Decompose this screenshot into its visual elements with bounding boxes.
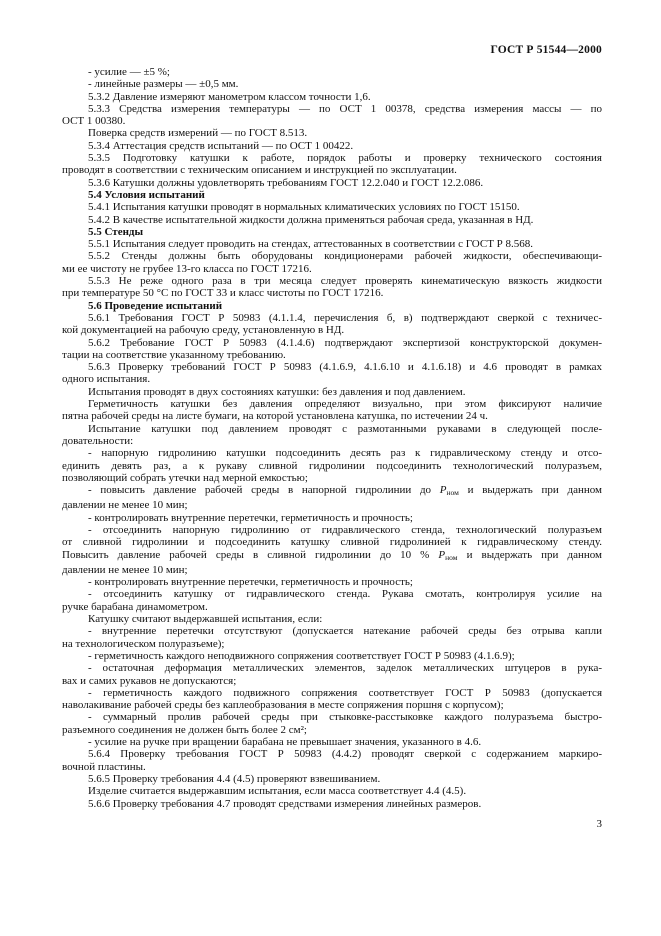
text-line: 5.6.4 Проверку требования ГОСТ Р 50983 (4.4.2) проводят сверкой с содержанием маркиро- — [88, 748, 602, 761]
text-line: тации на соответствие указанному требованию. — [62, 348, 286, 361]
text-line: 5.3.3 Средства измерения температуры — по ОСТ 1 00378, средства измерения массы — по — [88, 102, 602, 115]
text-line: единить девять раз, а к рукаву сливной гидролинии подсоединить технологический полуразъем, — [62, 459, 602, 472]
text-line: Испытания проводят в двух состояниях катушки: без давления и под давлением. — [88, 385, 466, 398]
text-line: - усилие — ±5 %; — [88, 66, 170, 78]
text-line: - внутренние перетечки отсутствуют (допускается натекание рабочей среды без отрыва капли — [88, 625, 602, 638]
text-line: 5.3.6 Катушки должны удовлетворять требованиям ГОСТ 12.2.040 и ГОСТ 12.2.086. — [88, 176, 484, 189]
text-line: наволакивание рабочей среды без каплеобразования в месте сопряжения поршня с корпусом); — [62, 699, 504, 712]
text-line: при температуре 50 °C по ГОСТ 33 и класс чистоты по ГОСТ 17216. — [62, 287, 384, 300]
text-line: на технологическом полуразъеме); — [62, 637, 225, 650]
text-line: 5.3.5 Подготовку катушки к работе, порядок работы и проверку технического состояния — [88, 152, 602, 165]
text-line: давлении не менее 10 мин; — [62, 499, 188, 512]
text-line: 5.4 Условия испытаний — [88, 188, 205, 201]
text-line: 5.5.2 Стенды должны быть оборудованы кондиционерами рабочей жидкости, обеспечивающи- — [88, 250, 602, 263]
text-line: - остаточная деформация металлических элементов, заделок металлических штуцеров в рука- — [88, 662, 602, 675]
text-line: Катушку считают выдержавшей испытания, если: — [88, 613, 323, 626]
text-line: - линейные размеры — ±0,5 мм. — [88, 78, 239, 91]
text-line: пятна рабочей среды на листе бумаги, на которой установлена катушка, по истечении 24 ч. — [62, 410, 488, 423]
text-line: вочной пластины. — [62, 760, 146, 773]
text-line: давлении не менее 10 мин; — [62, 563, 188, 576]
text-line: - усилие на ручке при вращении барабана не превышает значения, указанного в 4.6. — [88, 736, 482, 749]
text-line: Герметичность катушки без давления определяют визуально, при этом фиксируют наличие — [88, 398, 602, 411]
text-line: разъемного соединения не должен быть более 2 см²; — [62, 723, 307, 736]
text-line: ОСТ 1 00380. — [62, 115, 126, 128]
text-line: кой документацией на рабочую среду, установленную в НД. — [62, 324, 345, 337]
text-line: 5.6.3 Проверку требований ГОСТ Р 50983 (4.1.6.9, 4.1.6.10 и 4.1.6.18) и 4.6 проводят в рамках — [88, 361, 602, 374]
pressure-symbol: P — [439, 484, 447, 497]
standard-reference: ГОСТ Р 51544—2000 — [490, 44, 602, 56]
text-line: - напорную гидролинию катушки подсоединить десять раз к гидравлическому стенду и отсо- — [88, 447, 602, 460]
text-line: 5.6.5 Проверку требования 4.4 (4.5) проверяют взвешиванием. — [88, 772, 381, 785]
text-line: 5.5 Стенды — [88, 225, 144, 238]
text-line: 5.6 Проведение испытаний — [88, 299, 223, 312]
text-line: вах и самих рукавов не допускаются; — [62, 674, 237, 687]
text-line: 5.3.2 Давление измеряют манометром классом точности 1,6. — [88, 90, 371, 103]
text-line: Изделие считается выдержавшим испытания, если масса соответствует 4.4 (4.5). — [88, 785, 467, 798]
text-line: 5.6.1 Требования ГОСТ Р 50983 (4.1.1.4, перечисления б, в) подтверждают сверкой с техничес- — [88, 311, 602, 324]
document-body — [62, 66, 602, 810]
text-line: - суммарный пролив рабочей среды при стыковке-расстыковке каждого полуразъема быстро- — [88, 711, 602, 724]
text-line: 5.4.1 Испытания катушки проводят в нормальных климатических условиях по ГОСТ 15150. — [88, 201, 520, 214]
subscript-nom: ном — [445, 552, 458, 562]
text-line: - герметичность каждого подвижного сопряжения соответствует ГОСТ Р 50983 (допускается — [88, 686, 602, 699]
text-line: 5.6.6 Проверку требования 4.7 проводят средствами измерения линейных размеров. — [88, 797, 482, 810]
text-line: Поверка средств измерений — по ГОСТ 8.513. — [88, 127, 308, 140]
text-line: - герметичность каждого неподвижного сопряжения соответствует ГОСТ Р 50983 (4.1.6.9); — [88, 649, 515, 662]
text-line: 5.6.2 Требование ГОСТ Р 50983 (4.1.4.6) подтверждают экспертизой конструкторской докумен- — [88, 336, 602, 349]
text-line: Повысить давление рабочей среды в сливной гидролинии до 10 % $P_{ном}$ и выдержать при данном — [62, 548, 602, 562]
text-line: ручке барабана динамометром. — [62, 600, 208, 613]
text-line: Испытание катушки под давлением проводят с размотанными рукавами в следующей после- — [88, 422, 602, 435]
text-line: 5.3.4 Аттестация средств испытаний — по ОСТ 1 00422. — [88, 139, 354, 152]
text-line: - повысить давление рабочей среды в напорной гидролинии до $P_{ном}$ и выдержать при данном — [88, 484, 602, 498]
text-line: - контролировать внутренние перетечки, герметичность и прочность; — [88, 576, 413, 589]
text-line: 5.4.2 В качестве испытательной жидкости должна применяться рабочая среда, указанная в НД. — [88, 213, 534, 226]
subscript-nom: ном — [446, 488, 459, 498]
text-line: - отсоединить напорную гидролинию от гидравлического стенда, технологический полуразъем — [88, 523, 602, 536]
page-number: 3 — [596, 818, 602, 830]
text-line: довательности: — [62, 434, 134, 447]
text-line: одного испытания. — [62, 373, 151, 386]
text-line: ми ее чистоту не грубее 13-го класса по ГОСТ 17216. — [62, 262, 312, 275]
text-line: 5.5.1 Испытания следует проводить на стендах, аттестованных в соответствии с ГОСТ Р 8.568. — [88, 238, 534, 251]
text-line: - отсоединить катушку от гидравлического стенда. Рукава смотать, контролируя усилие на — [88, 588, 602, 601]
text-line: позволяющий собрать утечки над мерной емкостью; — [62, 471, 308, 484]
pressure-symbol: P — [438, 548, 446, 561]
text-line: - контролировать внутренние перетечки, герметичность и прочность; — [88, 511, 413, 524]
text-line: проводят в соответствии с техническим описанием и инструкцией по эксплуатации. — [62, 164, 457, 177]
text-line: 5.5.3 Не реже одного раза в три месяца следует проверять кинематическую вязкость жидкости — [88, 275, 602, 288]
text-line: от сливной гидролинии и подсоединить катушку сливной гидролинией к гидравлическому стенду. — [62, 536, 602, 549]
